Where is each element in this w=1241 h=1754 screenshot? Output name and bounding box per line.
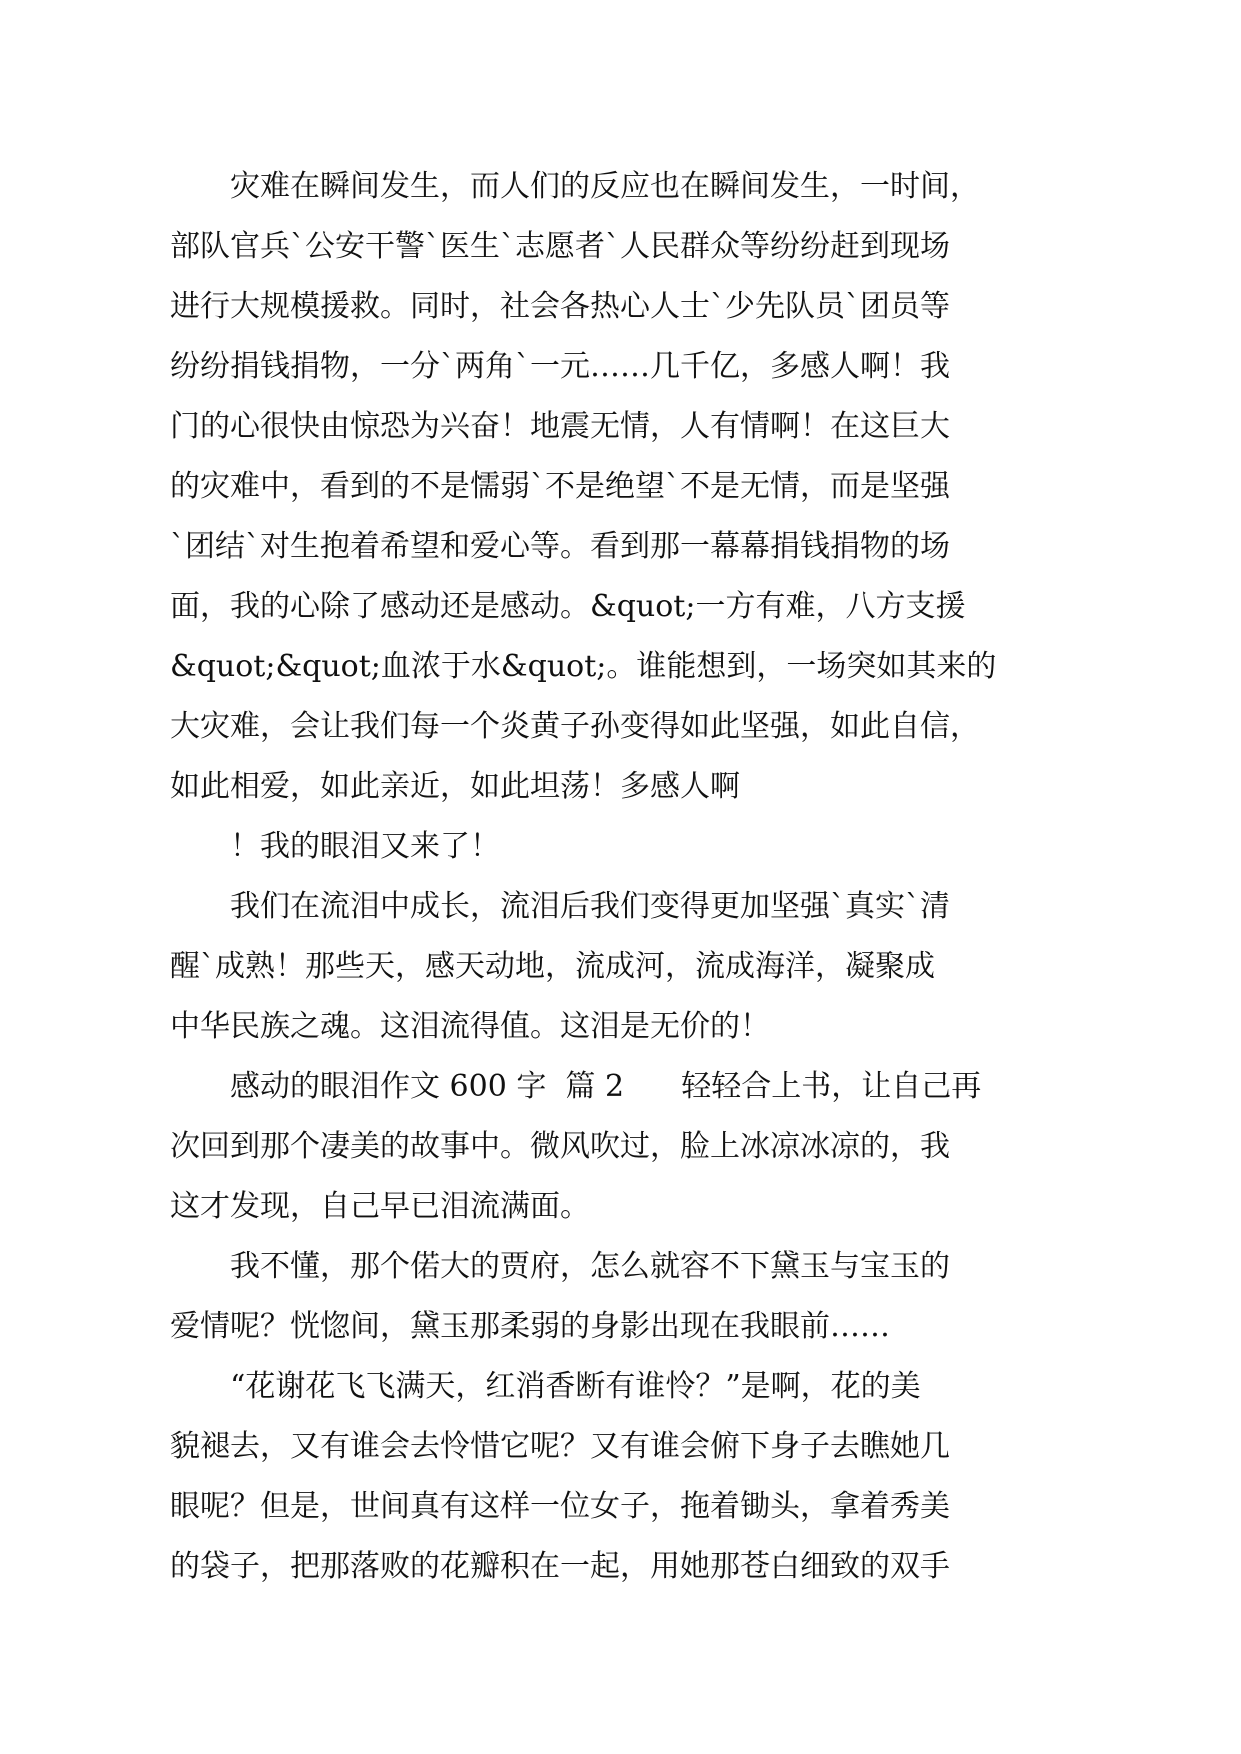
text-line: ！我的眼泪又来了！ <box>230 829 500 864</box>
text-line: 灾难在瞬间发生，而人们的反应也在瞬间发生，一时间， <box>230 169 980 204</box>
text-line: 爱情呢？恍惚间，黛玉那柔弱的身影出现在我眼前…… <box>170 1309 890 1344</box>
text-line: 这才发现，自己早已泪流满面。 <box>170 1189 590 1224</box>
text-line: `团结`对生抱着希望和爱心等。看到那一幕幕捐钱捐物的场 <box>170 529 950 564</box>
text-line: 我们在流泪中成长，流泪后我们变得更加坚强`真实`清 <box>230 889 950 924</box>
text-line: 中华民族之魂。这泪流得值。这泪是无价的！ <box>170 1009 770 1044</box>
text-line: 我不懂，那个偌大的贾府，怎么就容不下黛玉与宝玉的 <box>230 1249 950 1284</box>
text-line: 眼呢？但是，世间真有这样一位女子，拖着锄头，拿着秀美 <box>170 1489 950 1524</box>
text-line: 部队官兵`公安干警`医生`志愿者`人民群众等纷纷赶到现场 <box>170 229 950 264</box>
text-line: 貌褪去，又有谁会去怜惜它呢？又有谁会俯下身子去瞧她几 <box>170 1429 950 1464</box>
section-heading-line: 感动的眼泪作文 600 字 篇 2 轻轻合上书，让自己再 <box>230 1069 982 1104</box>
text-line: 次回到那个凄美的故事中。微风吹过，脸上冰凉冰凉的，我 <box>170 1129 950 1164</box>
text-line: “花谢花飞飞满天，红消香断有谁怜？”是啊，花的美 <box>230 1369 921 1404</box>
text-line: 进行大规模援救。同时，社会各热心人士`少先队员`团员等 <box>170 289 950 324</box>
text-line: 的灾难中，看到的不是懦弱`不是绝望`不是无情，而是坚强 <box>170 469 950 504</box>
text-line: 大灾难，会让我们每一个炎黄子孙变得如此坚强，如此自信， <box>170 709 980 744</box>
text-line: 的袋子，把那落败的花瓣积在一起，用她那苍白细致的双手 <box>170 1549 950 1584</box>
text-line: &quot;&quot;血浓于水&quot;。谁能想到，一场突如其来的 <box>170 649 997 684</box>
text-line: 纷纷捐钱捐物，一分`两角`一元……几千亿，多感人啊！我 <box>170 349 950 384</box>
text-line: 面，我的心除了感动还是感动。&quot;一方有难，八方支援 <box>170 589 966 624</box>
text-line: 门的心很快由惊恐为兴奋！地震无情，人有情啊！在这巨大 <box>170 409 950 444</box>
text-line: 如此相爱，如此亲近，如此坦荡！多感人啊 <box>170 769 740 804</box>
text-line: 醒`成熟！那些天，感天动地，流成河，流成海洋，凝聚成 <box>170 949 935 984</box>
